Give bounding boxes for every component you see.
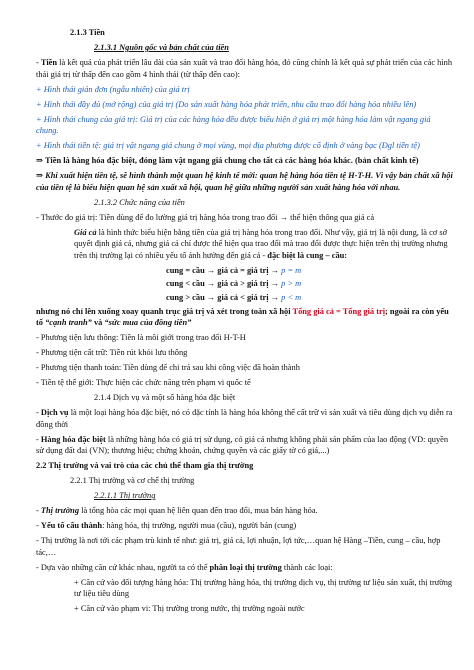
text: - bbox=[36, 506, 41, 516]
text: cung > cầu → giá cả < giá trị → bbox=[166, 292, 282, 302]
term-tien: Tiền bbox=[40, 57, 58, 67]
text: cung < cầu → giá cả > giá trị → bbox=[166, 279, 282, 289]
paragraph-market-categories: - Thị trường là nơi tới các phạm trù kinh tế như: giá trị, giá cả, lợi nhuận, lợi tức,…quan hệ Hàng –Tiền, cung – cầu, hợp tác,… bbox=[36, 536, 441, 557]
paragraph-special-goods bbox=[36, 434, 454, 457]
text: - bbox=[36, 521, 41, 531]
function-world-money: - Tiền tệ thế giới: Thực hiện các chức năng trên phạm vi quốc tế bbox=[36, 378, 251, 388]
formula-p-m: p < m bbox=[281, 292, 302, 302]
text: là một loại hàng hóa đặc biệt, nó có đặc tính là hàng hóa không thể cất trữ vì sản xuất và tiêu dùng dịch vụ diễn ra đồng thời bbox=[36, 408, 453, 429]
paragraph-price bbox=[36, 227, 454, 262]
conclusion-economic-nature: ⇒ Tiền là hàng hóa đặc biệt, đóng làm vật ngang giá chung cho tất cả các hàng hóa khác. (bản chất kinh tế) bbox=[36, 156, 419, 166]
term-dich-vu: Dịch vụ bbox=[40, 408, 69, 418]
text: nhưng nó chỉ lên xuống xoay quanh trục giá trị và xét trong toàn xã hội bbox=[36, 306, 293, 316]
text-competition: “cạnh tranh” bbox=[45, 318, 92, 328]
highlight-total: Tổng giá cả = Tổng giá trị bbox=[292, 306, 386, 316]
text: - bbox=[36, 57, 41, 67]
text: - Dựa vào những căn cứ khác nhau, người ta có thể bbox=[36, 562, 210, 572]
formula-p-m: p = m bbox=[281, 265, 302, 275]
text: là hình thức biểu hiện bằng tiền của giá trị hàng hóa trong trao đổi. Như vậy, giá trị là nội dung, là cơ sở quyết định giá cả, nhưng giá cả chỉ được thể hiện qua trao đổi mà trao đổi được thực hiện trên thị trường nhưng trên thị trường lại có nhiều yếu tố ảnh hưởng đến giá cả - bbox=[74, 227, 448, 260]
term-classification: phân loại thị trường bbox=[209, 562, 282, 572]
text: và bbox=[91, 318, 105, 328]
value-form-4: + Hình thái tiền tệ: giá trị vật ngang giá chung ở mọi vùng, mọi địa phương được cố định ở vàng bạc (Đgl tiền tệ) bbox=[36, 141, 420, 151]
text: - bbox=[36, 408, 41, 418]
conclusion-social-nature: ⇒ Khi xuất hiện tiền tệ, sẽ hình thành một quan hệ kinh tế mới: quan hệ hàng hóa tiền tệ H-T-H. Vì vậy bản chất xã hội của tiền tệ là biểu hiện quan hệ sản xuất xã hội, quan hệ giữa những người sản xuất hàng hóa với nhau. bbox=[36, 171, 453, 192]
equation-equal bbox=[36, 265, 454, 277]
formula-p-m: p > m bbox=[281, 279, 302, 289]
heading-2-1-3: 2.1.3 Tiền bbox=[70, 28, 105, 37]
heading-2-2-1-1: 2.2.1.1 Thị trường bbox=[94, 491, 156, 501]
text: thành các loại: bbox=[281, 562, 333, 572]
term-components: Yếu tố cấu thành bbox=[40, 521, 103, 531]
text: cung = cầu → giá cả = giá trị → bbox=[166, 265, 282, 275]
classification-by-scope: + Căn cứ vào phạm vi: Thị trường trong nước, thị trường ngoài nước bbox=[74, 604, 305, 614]
paragraph-total-price bbox=[36, 306, 454, 329]
text: ; ngoài ra còn yếu tố bbox=[36, 306, 449, 328]
heading-2-1-4: 2.1.4 Dịch vụ và một số hàng hóa đặc biệt bbox=[94, 393, 236, 403]
paragraph-market-classification bbox=[36, 562, 454, 574]
heading-2-1-3-1: 2.1.3.1 Nguồn gốc và bản chất của tiền bbox=[94, 42, 229, 52]
function-payment: - Phương tiện thanh toán: Tiền dùng để chi trả sau khi công việc đã hoàn thành bbox=[36, 363, 300, 373]
text: - bbox=[36, 434, 41, 444]
paragraph-service bbox=[36, 407, 454, 430]
text-supply-demand: đặc biệt là cung – cầu: bbox=[267, 250, 348, 260]
text: là những hàng hóa có giá trị sử dụng, có giá cả nhưng không phải sản phẩm của lao động (VD: quyền sử dụng đất đai (VN); thương hiệu; chứng khoán, chứng quyền và các giấy tờ có giá,...) bbox=[36, 434, 449, 456]
value-form-2: + Hình thái đầy đủ (mở rộng) của giá trị (Do sản xuất hàng hóa phát triển, nhu cầu trao đổi hàng hóa nhiều lên) bbox=[36, 99, 417, 109]
text: là kết quả của phát triển lâu dài của sản xuất và trao đổi hàng hóa, đó cũng chính là kết quả sự phát triển của các hình thái giá trị từ thấp đến cao gồm 4 hình thái (từ thấp đến cao): bbox=[36, 57, 453, 79]
paragraph-market-definition bbox=[36, 505, 454, 517]
text: là tổng hòa các mọi quan hệ liên quan đến trao đổi, mua bán hàng hóa. bbox=[79, 506, 318, 516]
heading-2-2-1: 2.2.1 Thị trường và cơ chế thị trường bbox=[70, 476, 195, 486]
paragraph-market-elements bbox=[36, 520, 454, 532]
paragraph-measure-of-value: - Thước đo giá trị: Tiền dùng để đo lường giá trị hàng hóa trong trao đổi → thể hiện thông qua giá cả bbox=[36, 212, 375, 222]
function-storage: - Phương tiện cất trữ: Tiền rút khỏi lưu thông bbox=[36, 348, 188, 358]
term-special-goods: Hàng hóa đặc biệt bbox=[40, 434, 106, 444]
text-purchasing-power: “sức mua của đồng tiền” bbox=[104, 318, 192, 328]
function-circulation: - Phương tiện lưu thông: Tiền là môi giới trong trao đổi H-T-H bbox=[36, 333, 246, 343]
term-thi-truong: Thị trường bbox=[40, 506, 80, 516]
classification-by-goods: + Căn cứ vào đối tượng hàng hóa: Thị trường hàng hóa, thị trường dịch vụ, thị trường tư liệu sản xuất, thị trường tư liệu tiêu dùng bbox=[74, 577, 453, 599]
equation-less bbox=[36, 278, 454, 290]
text: : hàng hóa, thị trường, người mua (cầu), người bán (cung) bbox=[102, 521, 297, 531]
equation-greater bbox=[36, 292, 454, 304]
value-form-1: + Hình thái giản đơn (ngẫu nhiên) của giá trị bbox=[36, 84, 190, 94]
value-form-3: + Hình thái chung của giá trị: Giá trị của các hàng hóa đều được biểu hiện ở giá trị một hàng hóa làm vật ngang giá chung. bbox=[36, 114, 431, 136]
term-gia-ca: Giá cả bbox=[74, 227, 97, 237]
heading-2-2: 2.2 Thị trường và vai trò của các chủ thể tham gia thị trường bbox=[36, 461, 254, 471]
paragraph-money-origin bbox=[36, 57, 454, 80]
heading-2-1-3-2: 2.1.3.2 Chức năng của tiền bbox=[94, 197, 185, 207]
